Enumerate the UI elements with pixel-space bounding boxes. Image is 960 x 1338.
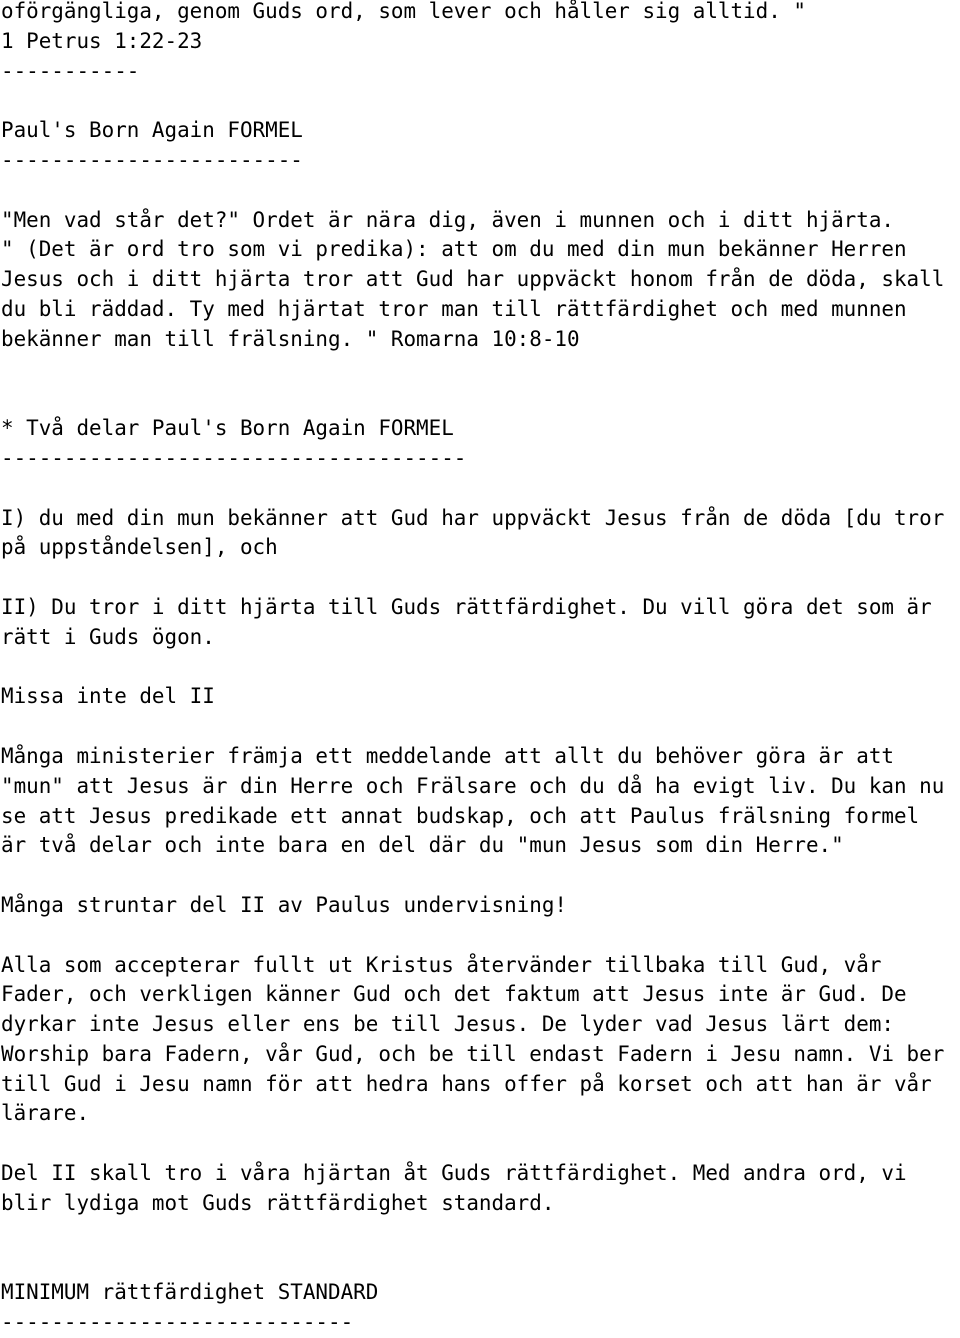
section-heading: * Två delar Paul's Born Again FORMEL: [1, 416, 454, 441]
divider: -----------: [1, 58, 140, 83]
scripture-reference: 1 Petrus 1:22-23: [1, 28, 203, 53]
blank-line: [1, 176, 960, 206]
text-line: " (Det är ord tro som vi predika): att om du med din mun bekänner Herren: [1, 237, 907, 262]
text-line: på uppståndelsen], och: [1, 535, 278, 560]
blank-line: [1, 653, 960, 683]
text-line: till Gud i Jesu namn för att hedra hans offer på korset och att han är vår: [1, 1071, 932, 1096]
blank-line: [1, 86, 960, 116]
blank-line: [1, 474, 960, 504]
blank-line: [1, 712, 960, 742]
text-line: rätt i Guds ögon.: [1, 624, 215, 649]
text-line: bekänner man till frälsning. " Romarna 10:8-10: [1, 326, 580, 351]
text-line: I) du med din mun bekänner att Gud har uppväckt Jesus från de döda [du tror: [1, 505, 945, 530]
divider: ------------------------: [1, 147, 303, 172]
blank-line: [1, 563, 960, 593]
divider: -------------------------------------: [1, 445, 467, 470]
blank-line: [1, 355, 960, 385]
text-line: Många struntar del II av Paulus undervisning!: [1, 892, 567, 917]
text-line: du bli räddad. Ty med hjärtat tror man till rättfärdighet och med munnen: [1, 296, 907, 321]
text-line: Missa inte del II: [1, 684, 215, 709]
text-line: se att Jesus predikade ett annat budskap, och att Paulus frälsning formel: [1, 803, 920, 828]
text-line: oförgängliga, genom Guds ord, som lever och håller sig alltid. ": [1, 0, 806, 23]
text-line: Worship bara Fadern, vår Gud, och be till endast Fadern i Jesu namn. Vi ber: [1, 1041, 945, 1066]
text-line: Många ministerier främja ett meddelande att allt du behöver göra är att: [1, 743, 894, 768]
document-page: [1, 0, 960, 1338]
blank-line: [1, 1129, 960, 1159]
text-line: blir lydiga mot Guds rättfärdighet standard.: [1, 1190, 555, 1215]
blank-line: [1, 1248, 960, 1278]
text-line: är två delar och inte bara en del där du "mun Jesus som din Herre.": [1, 833, 844, 858]
text-line: lärare.: [1, 1101, 90, 1126]
section-heading: MINIMUM rättfärdighet STANDARD: [1, 1280, 379, 1305]
text-line: dyrkar inte Jesus eller ens be till Jesus. De lyder vad Jesus lärt dem:: [1, 1012, 894, 1037]
blank-line: [1, 861, 960, 891]
text-line: Del II skall tro i våra hjärtan åt Guds rättfärdighet. Med andra ord, vi: [1, 1161, 907, 1186]
blank-line: [1, 921, 960, 951]
section-heading: Paul's Born Again FORMEL: [1, 118, 303, 143]
text-line: Alla som accepterar fullt ut Kristus återvänder tillbaka till Gud, vår: [1, 952, 882, 977]
text-line: "Men vad står det?" Ordet är nära dig, även i munnen och i ditt hjärta.: [1, 207, 894, 232]
text-line: Fader, och verkligen känner Gud och det faktum att Jesus inte är Gud. De: [1, 982, 907, 1007]
divider: ----------------------------: [1, 1310, 354, 1335]
blank-line: [1, 384, 960, 414]
text-line: Jesus och i ditt hjärta tror att Gud har uppväckt honom från de döda, skall: [1, 267, 945, 292]
text-line: "mun" att Jesus är din Herre och Frälsare och du då ha evigt liv. Du kan nu: [1, 773, 945, 798]
text-line: II) Du tror i ditt hjärta till Guds rättfärdighet. Du vill göra det som är: [1, 594, 932, 619]
blank-line: [1, 1219, 960, 1249]
